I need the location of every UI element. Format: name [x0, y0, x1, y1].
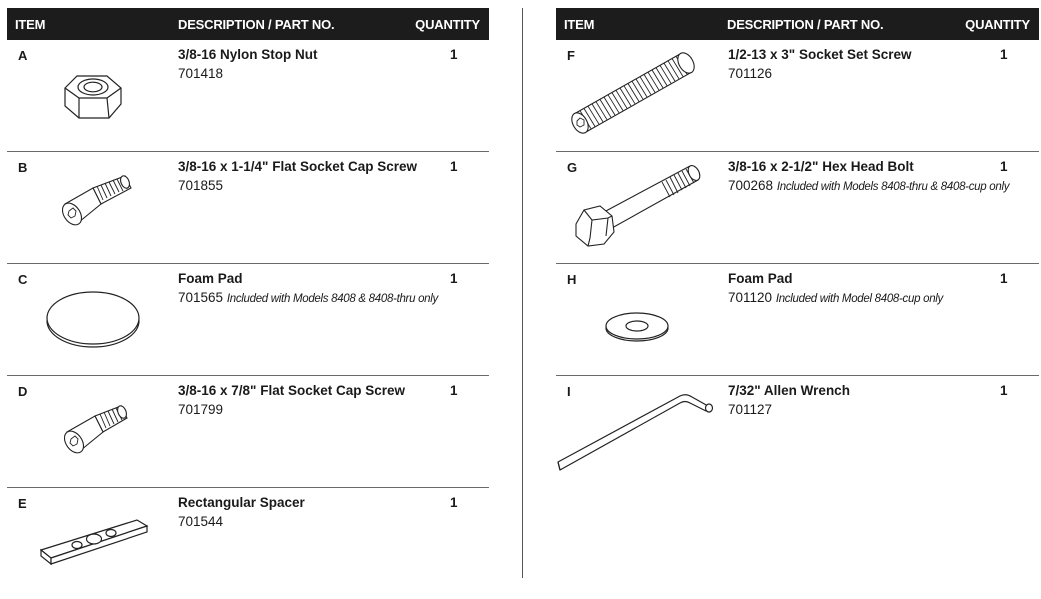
- quantity-value: 1: [1000, 271, 1008, 286]
- flat-socket-screw-icon: [59, 402, 139, 462]
- part-number: 701127: [728, 402, 773, 417]
- table-row: [7, 376, 489, 488]
- part-description: Foam Pad: [728, 271, 793, 286]
- table-row: [7, 264, 489, 376]
- parts-table-left: [7, 8, 489, 599]
- quantity-value: 1: [450, 47, 458, 62]
- part-description: 3/8-16 Nylon Stop Nut: [178, 47, 318, 62]
- quantity-value: 1: [1000, 47, 1008, 62]
- table-row: [556, 376, 1039, 487]
- item-letter: C: [18, 272, 28, 287]
- foam-pad-ring-icon: [602, 310, 672, 344]
- item-letter: B: [18, 160, 28, 175]
- part-number: 700268: [728, 178, 774, 193]
- rectangular-spacer-icon: [39, 510, 151, 570]
- part-description: 1/2-13 x 3" Socket Set Screw: [728, 47, 912, 62]
- column-divider: [522, 8, 523, 578]
- part-description: Rectangular Spacer: [178, 495, 305, 510]
- item-letter: H: [567, 272, 577, 287]
- part-number-line: [178, 290, 438, 305]
- header-quantity: QUANTITY: [415, 17, 480, 32]
- part-number-line: [728, 402, 772, 417]
- part-number: 701799: [178, 402, 224, 417]
- quantity-value: 1: [1000, 159, 1008, 174]
- table-row: [556, 264, 1039, 376]
- part-number: 701418: [178, 66, 224, 81]
- header-description: DESCRIPTION / PART NO.: [727, 17, 884, 32]
- quantity-value: 1: [450, 159, 458, 174]
- part-description: 3/8-16 x 7/8" Flat Socket Cap Screw: [178, 383, 406, 398]
- part-number-line: [178, 66, 223, 81]
- header-item: ITEM: [564, 17, 595, 32]
- part-number: 701855: [178, 178, 224, 193]
- header-item: ITEM: [15, 17, 46, 32]
- part-number-line: [178, 178, 223, 193]
- table-row: [556, 40, 1039, 152]
- part-description: 3/8-16 x 1-1/4" Flat Socket Cap Screw: [178, 159, 418, 174]
- table-row: [556, 152, 1039, 264]
- part-number-line: [728, 290, 943, 305]
- header-description: DESCRIPTION / PART NO.: [178, 17, 335, 32]
- hex-head-bolt-icon: [570, 162, 710, 252]
- allen-wrench-icon: [556, 392, 721, 472]
- quantity-value: 1: [450, 383, 458, 398]
- header-quantity: QUANTITY: [965, 17, 1030, 32]
- quantity-value: 1: [450, 495, 458, 510]
- part-number: 701565: [178, 290, 224, 305]
- part-number: 701126: [728, 66, 773, 81]
- quantity-value: 1: [1000, 383, 1008, 398]
- part-number: 701120: [728, 290, 773, 305]
- item-letter: D: [18, 384, 28, 399]
- hex-nut-icon: [59, 66, 129, 126]
- foam-pad-disc-icon: [43, 288, 143, 350]
- model-note: Included with Models 8408 & 8408-thru only: [226, 293, 438, 305]
- part-number: 701544: [178, 514, 224, 529]
- item-letter: G: [567, 160, 578, 175]
- part-number-line: [178, 402, 223, 417]
- item-letter: A: [18, 48, 28, 63]
- quantity-value: 1: [450, 271, 458, 286]
- part-description: Foam Pad: [178, 271, 243, 286]
- model-note: Included with Model 8408-cup only: [775, 293, 943, 305]
- flat-socket-screw-icon: [57, 174, 137, 234]
- part-number-line: [728, 178, 1009, 193]
- part-description: 3/8-16 x 2-1/2" Hex Head Bolt: [728, 159, 914, 174]
- table-header: [556, 8, 1039, 40]
- item-letter: F: [567, 48, 575, 63]
- table-row: [7, 40, 489, 152]
- parts-table-right: [556, 8, 1039, 487]
- table-row: [7, 152, 489, 264]
- model-note: Included with Models 8408-thru & 8408-cup only: [776, 181, 1010, 193]
- part-number-line: [728, 66, 772, 81]
- set-screw-icon: [568, 48, 698, 138]
- item-letter: I: [567, 384, 571, 399]
- table-header: [7, 8, 489, 40]
- part-description: 7/32" Allen Wrench: [728, 383, 850, 398]
- item-letter: E: [18, 496, 27, 511]
- table-row: [7, 488, 489, 599]
- part-number-line: [178, 514, 223, 529]
